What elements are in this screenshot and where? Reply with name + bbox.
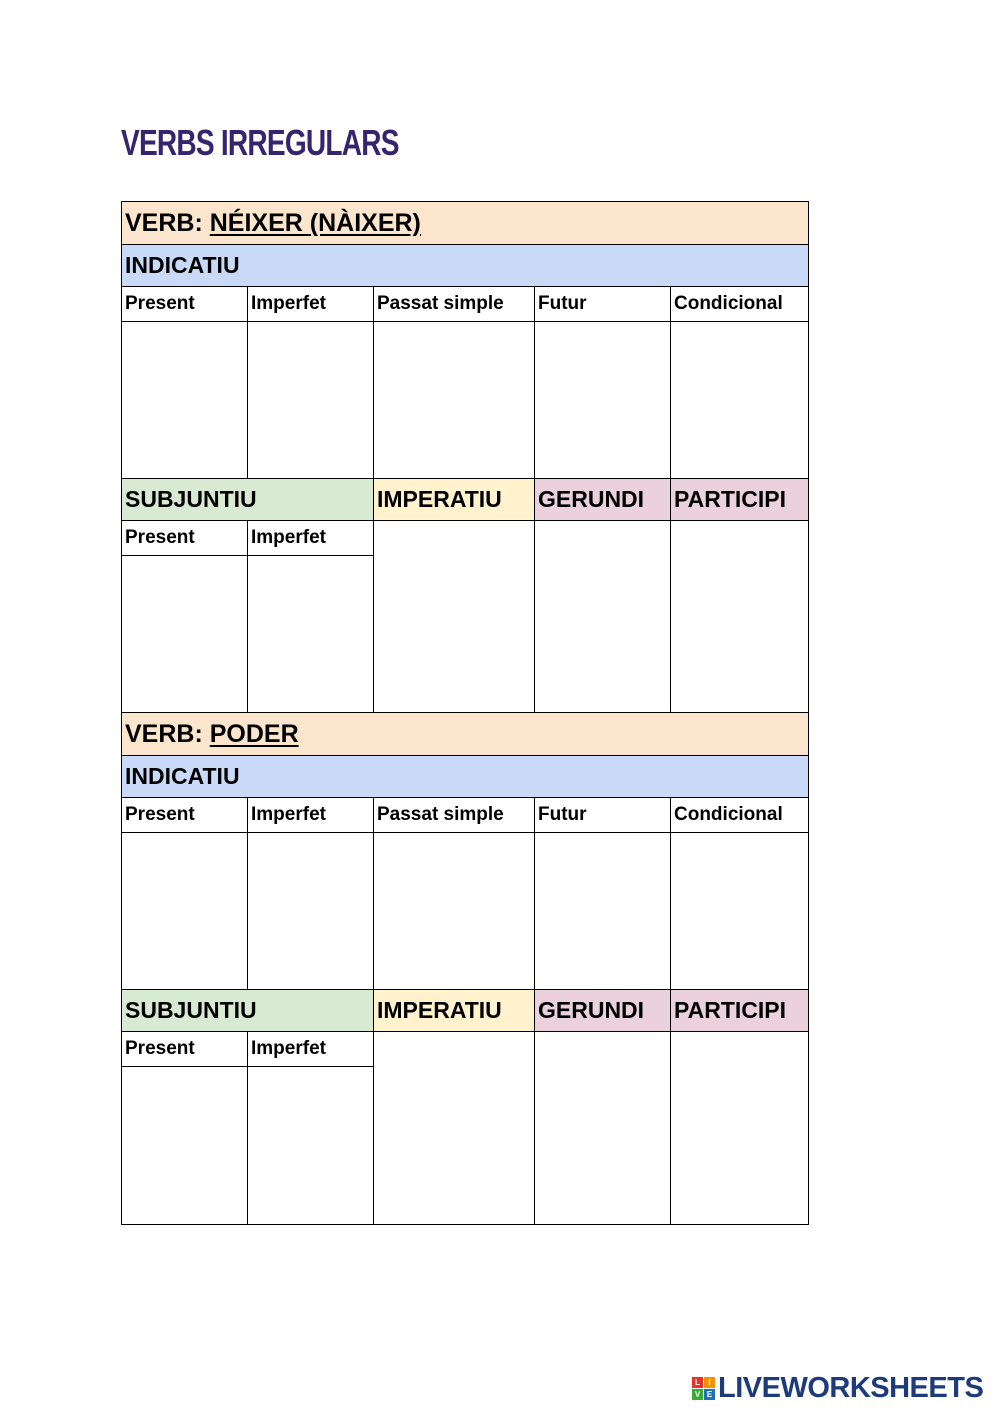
verb-table-1 — [121, 201, 809, 479]
liveworksheets-logo — [692, 1372, 983, 1405]
indicatiu-answers — [122, 322, 809, 479]
indicatiu-heading: INDICATIU — [122, 756, 809, 798]
verb-table-2 — [121, 712, 809, 990]
col-passat-simple: Passat simple — [374, 287, 535, 322]
col-condicional: Condicional — [671, 798, 809, 833]
answer-futur[interactable] — [535, 322, 671, 479]
indicatiu-columns — [122, 287, 809, 322]
verb-worksheet — [121, 201, 808, 1225]
verb-row — [122, 713, 809, 756]
page-title: VERBS IRREGULARS — [121, 122, 399, 163]
subjuntiu-columns — [122, 1031, 809, 1066]
subjuntiu-heading: SUBJUNTIU — [122, 989, 374, 1031]
mood-row — [122, 989, 809, 1031]
answer-gerundi[interactable] — [535, 520, 671, 713]
col-imperfet: Imperfet — [248, 287, 374, 322]
logo-letter: V — [692, 1389, 703, 1400]
answer-gerundi[interactable] — [535, 1031, 671, 1224]
logo-letter: L — [692, 1377, 703, 1388]
answer-sub-imperfet[interactable] — [248, 555, 374, 713]
participi-heading: PARTICIPI — [671, 989, 809, 1031]
answer-futur[interactable] — [535, 833, 671, 990]
answer-sub-present[interactable] — [122, 1066, 248, 1224]
verb-name: NÉIXER (NÀIXER) — [209, 208, 421, 237]
col-present: Present — [122, 798, 248, 833]
answer-condicional[interactable] — [671, 833, 809, 990]
col-sub-imperfet: Imperfet — [248, 1031, 374, 1066]
col-sub-present: Present — [122, 520, 248, 555]
answer-passat-simple[interactable] — [374, 322, 535, 479]
answer-imperatiu[interactable] — [374, 520, 535, 713]
indicatiu-answers — [122, 833, 809, 990]
gerundi-heading: GERUNDI — [535, 989, 671, 1031]
indicatiu-columns — [122, 798, 809, 833]
col-futur: Futur — [535, 798, 671, 833]
gerundi-heading: GERUNDI — [535, 478, 671, 520]
answer-participi[interactable] — [671, 1031, 809, 1224]
logo-icon — [692, 1377, 715, 1400]
answer-sub-present[interactable] — [122, 555, 248, 713]
logo-letter: E — [704, 1389, 715, 1400]
answer-imperfet[interactable] — [248, 322, 374, 479]
answer-condicional[interactable] — [671, 322, 809, 479]
subjuntiu-columns — [122, 520, 809, 555]
participi-heading: PARTICIPI — [671, 478, 809, 520]
col-condicional: Condicional — [671, 287, 809, 322]
verb-table-2-lower — [121, 989, 809, 1225]
verb-title-cell — [122, 713, 809, 756]
col-imperfet: Imperfet — [248, 798, 374, 833]
col-passat-simple: Passat simple — [374, 798, 535, 833]
logo-text: LIVEWORKSHEETS — [718, 1372, 984, 1404]
answer-imperatiu[interactable] — [374, 1031, 535, 1224]
answer-passat-simple[interactable] — [374, 833, 535, 990]
logo-letter: I — [704, 1377, 715, 1388]
answer-present[interactable] — [122, 322, 248, 479]
answer-imperfet[interactable] — [248, 833, 374, 990]
col-present: Present — [122, 287, 248, 322]
verb-title-cell — [122, 202, 809, 245]
mood-row — [122, 478, 809, 520]
verb-prefix: VERB: — [125, 208, 210, 237]
col-sub-imperfet: Imperfet — [248, 520, 374, 555]
col-sub-present: Present — [122, 1031, 248, 1066]
imperatiu-heading: IMPERATIU — [374, 478, 535, 520]
verb-row — [122, 202, 809, 245]
imperatiu-heading: IMPERATIU — [374, 989, 535, 1031]
answer-sub-imperfet[interactable] — [248, 1066, 374, 1224]
verb-prefix: VERB: — [125, 719, 210, 748]
subjuntiu-heading: SUBJUNTIU — [122, 478, 374, 520]
indicatiu-row — [122, 756, 809, 798]
verb-table-1-lower — [121, 478, 809, 714]
answer-participi[interactable] — [671, 520, 809, 713]
answer-present[interactable] — [122, 833, 248, 990]
indicatiu-heading: INDICATIU — [122, 245, 809, 287]
verb-name: PODER — [209, 719, 299, 748]
indicatiu-row — [122, 245, 809, 287]
col-futur: Futur — [535, 287, 671, 322]
